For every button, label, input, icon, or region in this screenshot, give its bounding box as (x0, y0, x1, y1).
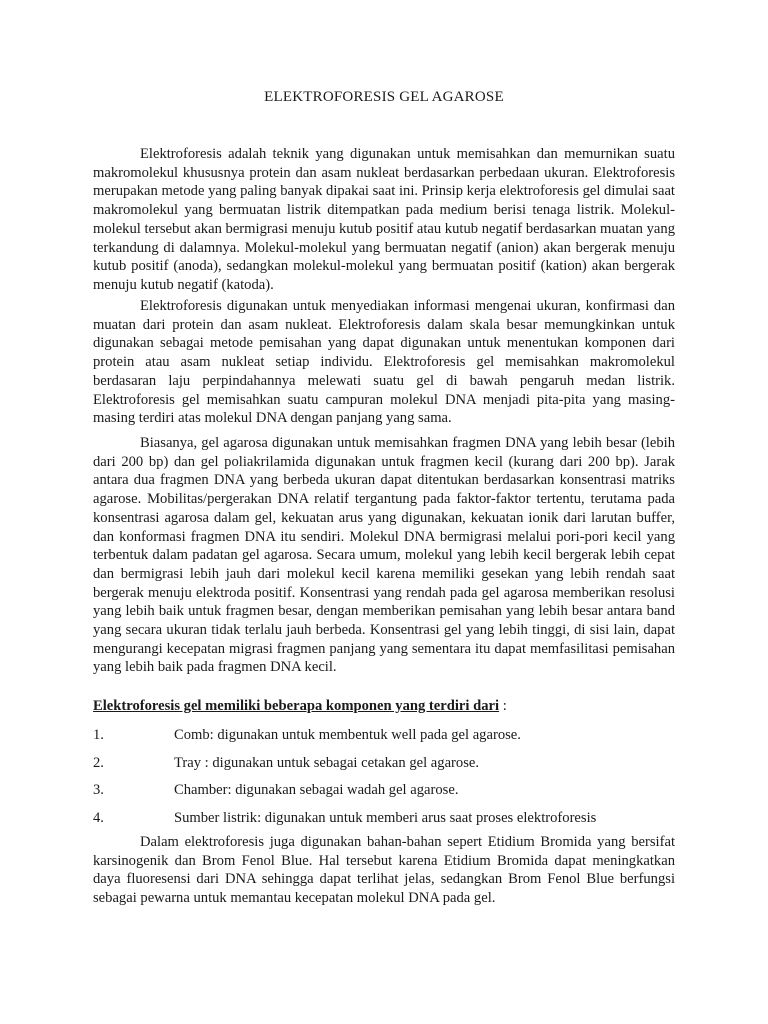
list-item-text: Tray : digunakan untuk sebagai cetakan gel agarose. (174, 755, 480, 771)
components-heading-text: Elektroforesis gel memiliki beberapa komponen yang terdiri dari (93, 698, 500, 714)
list-item-number: 4. (93, 810, 104, 826)
paragraph-agarose-gel: Biasanya, gel agarosa digunakan untuk memisahkan fragmen DNA yang lebih besar (lebih dari 200 bp) dan gel poliakrilamida digunakan untuk fragmen kecil (kurang dari 200 bp). Jarak antara dua fragmen DNA yang berbeda ukuran dapat ditentukan berdasarkan konsentrasi matriks agarose. Mobilitas/pergerakan DNA relatif tergantung pada faktor-faktor tertentu, terutama pada konsentrasi agarosa dalam gel, kekuatan arus yang digunakan, kekuatan ionik dari larutan buffer, dan konformasi fragmen DNA itu sendiri. Molekul DNA bermigrasi melalui pori-pori kecil yang terbentuk dalam padatan gel agarosa. Secara umum, molekul yang lebih kecil bergerak lebih cepat dan bermigrasi lebih jauh dari molekul kecil karena memiliki gesekan yang lebih rendah saat bergerak menuju elektroda positif. Konsentrasi yang rendah pada gel agarosa memberikan resolusi yang lebih baik untuk fragmen besar, dengan memberikan pemisahan yang lebih besar antara band yang secara ukuran tidak terlalu jauh berbeda. Konsentrasi gel yang lebih tinggi, di sisi lain, dapat mengurangi kecepatan migrasi fragmen panjang yang sementara itu dapat memfasilitasi pemisahan yang lebih baik pada fragmen DNA kecil. (93, 435, 675, 676)
components-heading (93, 697, 675, 716)
paragraph-materials: Dalam elektroforesis juga digunakan bahan-bahan sepert Etidium Bromida yang bersifat karsinogenik dan Brom Fenol Blue. Hal tersebut karena Etidium Bromida dapat meningkatkan daya fluoresensi dari DNA sehingga dapat terlihat jelas, sedangkan Brom Fenol Blue berfungsi sebagai pewarna untuk memantau kecepatan molekul DNA pada gel. (93, 834, 675, 907)
list-item-text: Chamber: digunakan sebagai wadah gel agarose. (174, 782, 459, 798)
paragraph-uses: Elektroforesis digunakan untuk menyediakan informasi mengenai ukuran, konfirmasi dan muatan dari protein dan asam nukleat. Elektroforesis dalam skala besar memungkinkan untuk digunakan sebagai metode pemisahan yang dapat digunakan untuk menentukan komponen dari protein atau asam nukleat setiap individu. Elektroforesis gel memisahkan makromolekul berdasaran laju perpindahannya melewati suatu gel di bawah pengaruh medan listrik. Elektroforesis gel memisahkan suatu campuran molekul DNA menjadi pita-pita yang masing-masing terdiri atas molekul DNA dengan panjang yang sama. (93, 298, 675, 427)
list-item-text: Sumber listrik: digunakan untuk memberi arus saat proses elektroforesis (174, 810, 597, 826)
list-item-number: 2. (93, 755, 104, 771)
list-item-text: Comb: digunakan untuk membentuk well pada gel agarose. (174, 727, 521, 743)
list-item-number: 1. (93, 727, 104, 743)
list-item-number: 3. (93, 782, 104, 798)
components-heading-colon: : (499, 698, 507, 714)
document-title: ELEKTROFORESIS GEL AGAROSE (264, 89, 504, 105)
paragraph-definition: Elektroforesis adalah teknik yang digunakan untuk memisahkan dan memurnikan suatu makromolekul khususnya protein dan asam nukleat berdasarkan perbedaan ukuran. Elektroforesis merupakan metode yang paling banyak dipakai saat ini. Prinsip kerja elektroforesis gel dimulai saat makromolekul yang bermuatan listrik ditempatkan pada medium berisi tenaga listrik. Molekul-molekul tersebut akan bermigrasi menuju kutub positif atau kutub negatif berdasarkan muatan yang terkandung di dalamnya. Molekul-molekul yang bermuatan negatif (anion) akan bergerak menuju kutub positif (anoda), sedangkan molekul-molekul yang bermuatan positif (kation) akan bergerak menuju kutub negatif (katoda). (93, 146, 675, 293)
